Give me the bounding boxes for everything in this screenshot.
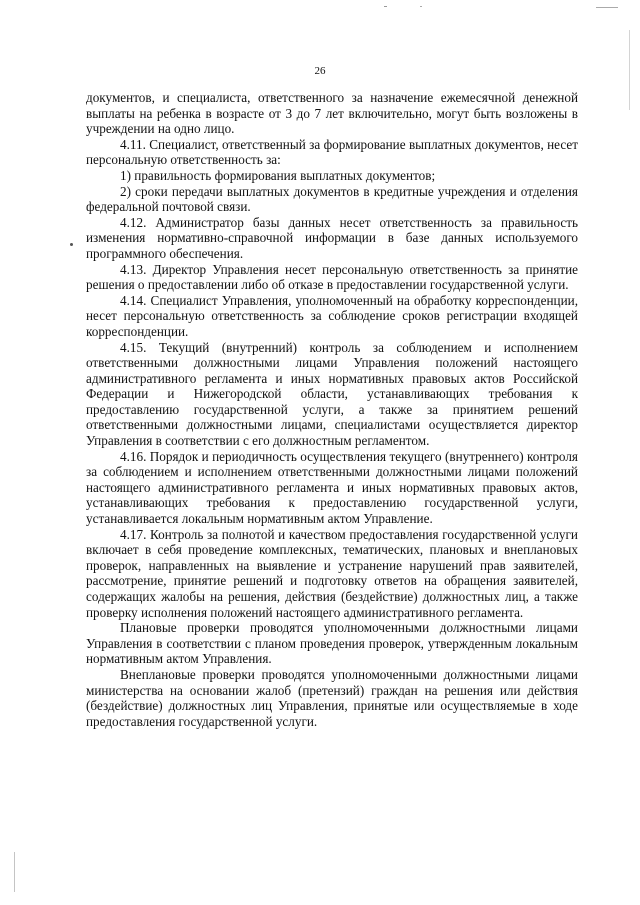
scan-edge-line	[629, 30, 630, 110]
scan-speck	[70, 243, 73, 246]
scan-speck	[596, 7, 618, 8]
scan-speck	[384, 6, 387, 7]
paragraph-4-16: 4.16. Порядок и периодичность осуществления текущего (внутреннего) контроля за соблюдением и исполнением ответственными должностными лицами положений настоящего административного регламента и иных нормативных правовых актов, устанавливающих требования к предоставлению государственной услуги, устанавливается локальным нормативным актом Управление.	[86, 448, 578, 527]
paragraph-4-11: 4.11. Специалист, ответственный за формирование выплатных документов, несет персональную ответственность за:	[86, 136, 578, 168]
paragraph-4-17: 4.17. Контроль за полнотой и качеством предоставления государственной услуги включает в себя проведение комплексных, тематических, плановых и внеплановых проверок, направленных на выявление и устранение нарушений прав заявителей, рассмотрение, принятие решений и подготовку ответов на обращения заявителей, содержащих жалобы на решения, действия (бездействие) должностных лиц, а также проверку исполнения положений настоящего административного регламента.	[86, 526, 578, 620]
paragraph-4-14: 4.14. Специалист Управления, уполномоченный на обработку корреспонденции, несет персональную ответственность за соблюдение сроков регистрации входящей корреспонденции.	[86, 292, 578, 339]
paragraph-continuation: документов, и специалиста, ответственного за назначение ежемесячной денежной выплаты на ребенка в возрасте от 3 до 7 лет включительно, могут быть возложены в учреждении на одно лицо.	[86, 90, 578, 137]
document-body	[86, 90, 578, 729]
page-number: 26	[314, 65, 326, 77]
list-item-1: 1) правильность формирования выплатных документов;	[120, 167, 436, 183]
paragraph-4-13: 4.13. Директор Управления несет персональную ответственность за принятие решения о предоставлении либо об отказе в предоставлении государственной услуги.	[86, 261, 578, 293]
list-item-2: 2) сроки передачи выплатных документов в кредитные учреждения и отделения федеральной почтовой связи.	[86, 183, 578, 215]
scan-speck	[420, 6, 422, 7]
paragraph-4-15: 4.15. Текущий (внутренний) контроль за соблюдением и исполнением ответственными должностными лицами Управления положений настоящего административного регламента и иных нормативных правовых актов Российской Федерации и Нижегородской области, устанавливающих требования к предоставлению государственной услуги, а также за принятием решений ответственными должностными лицами, специалистами осуществляется директор Управления в соответствии с его должностным регламентом.	[86, 339, 578, 449]
paragraph-planned-inspections: Плановые проверки проводятся уполномоченными должностными лицами Управления в соответствии с планом проведения проверок, утвержденным локальным нормативным актом Управления.	[86, 620, 578, 667]
scan-edge-line	[14, 852, 15, 892]
paragraph-unplanned-inspections: Внеплановые проверки проводятся уполномоченными должностными лицами министерства на основании жалоб (претензий) граждан на решения или действия (бездействие) должностных лиц Управления, принятые или осуществляемые в ходе предоставления государственной услуги.	[86, 666, 578, 729]
paragraph-4-12: 4.12. Администратор базы данных несет ответственность за правильность изменения нормативно-справочной информации в базе данных используемого программного обеспечения.	[86, 214, 578, 261]
